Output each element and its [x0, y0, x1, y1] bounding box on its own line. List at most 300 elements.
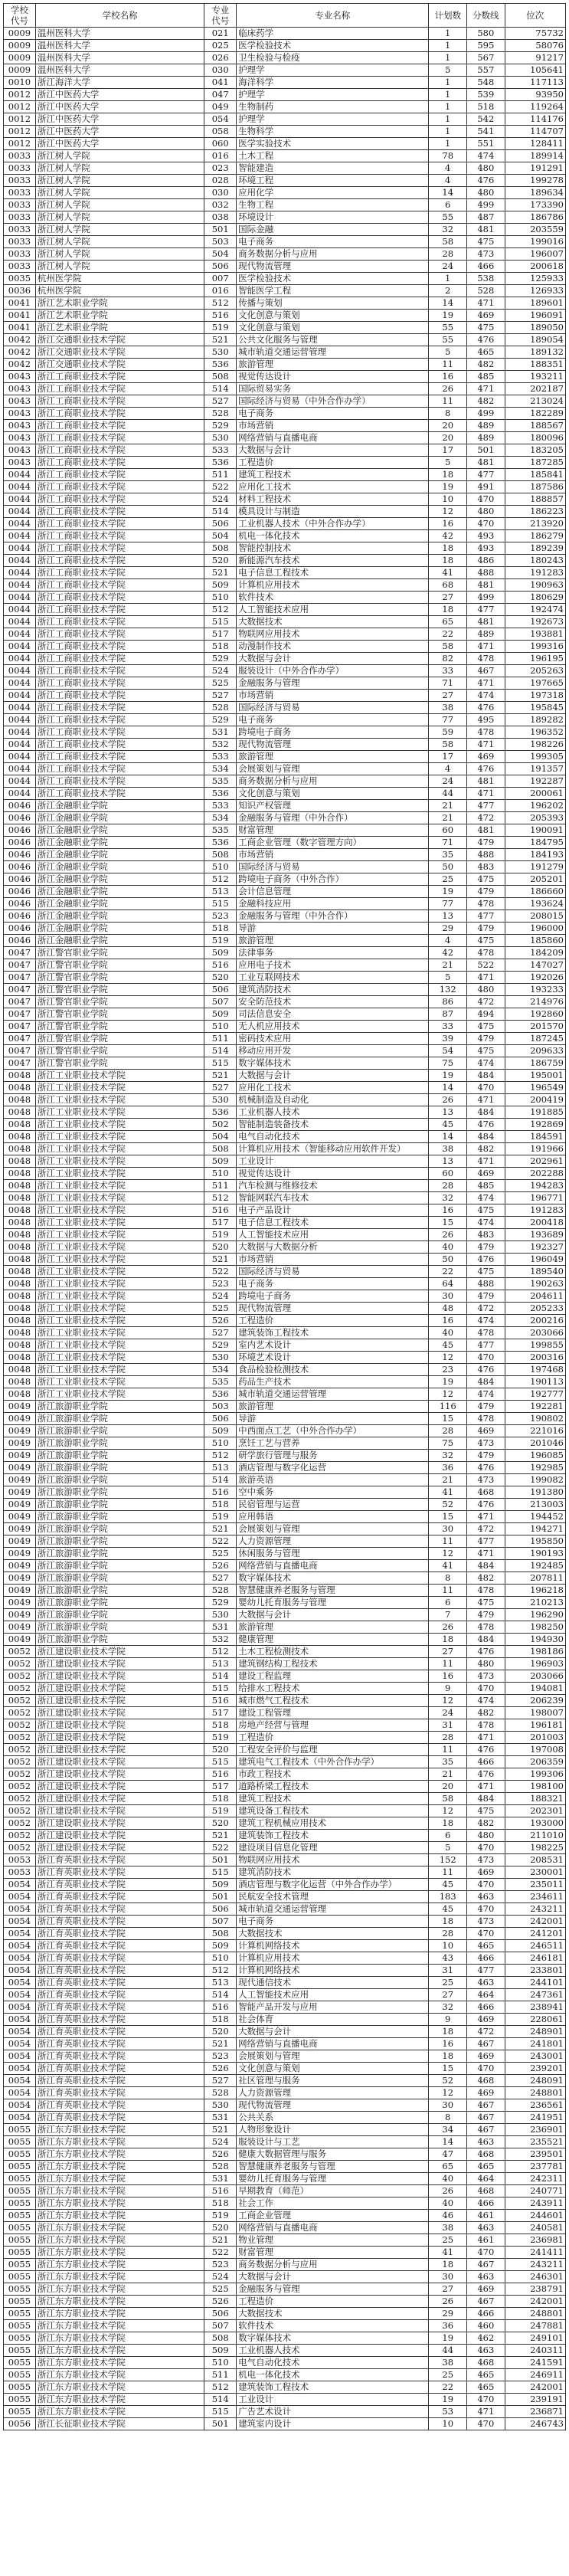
cell-score-line: 501 [467, 444, 505, 457]
cell-major-code: 509 [204, 1940, 237, 1952]
cell-plan-count: 27 [429, 690, 467, 702]
cell-major-name: 大数据与会计 [237, 2271, 429, 2283]
cell-school-code: 0053 [4, 1866, 36, 1879]
cell-plan-count: 15 [429, 1413, 467, 1425]
cell-plan-count: 1 [429, 138, 467, 150]
cell-school-name: 浙江海洋大学 [35, 77, 204, 89]
cell-plan-count: 1 [429, 273, 467, 285]
table-row [4, 2001, 566, 2014]
cell-score-line: 470 [467, 1928, 505, 1940]
cell-rank: 186660 [505, 886, 565, 898]
cell-major-name: 早期教育（师范） [237, 2185, 429, 2197]
cell-major-code: 515 [204, 1057, 237, 1070]
cell-score-line: 499 [467, 408, 505, 420]
table-row [4, 2394, 566, 2406]
cell-rank: 173390 [505, 199, 565, 211]
cell-major-name: 智慧健康养老服务与管理 [237, 1585, 429, 1597]
cell-major-name: 人工智能技术应用 [237, 1989, 429, 2001]
cell-rank: 193000 [505, 1817, 565, 1830]
cell-score-line: 474 [467, 1315, 505, 1327]
cell-major-name: 金融服务与管理（中外合作） [237, 910, 429, 923]
cell-major-code: 512 [204, 2381, 237, 2394]
cell-school-code: 0055 [4, 2222, 36, 2234]
cell-score-line: 477 [467, 1339, 505, 1352]
cell-plan-count: 15 [429, 1217, 467, 1229]
cell-plan-count: 25 [429, 873, 467, 886]
table-row [4, 751, 566, 763]
cell-score-line: 466 [467, 261, 505, 273]
table-row [4, 175, 566, 187]
cell-school-name: 浙江东方职业技术学院 [35, 2308, 204, 2320]
cell-rank: 180243 [505, 555, 565, 567]
cell-plan-count: 45 [429, 1903, 467, 1916]
cell-school-code: 0044 [4, 542, 36, 555]
cell-school-code: 0049 [4, 1401, 36, 1413]
cell-major-name: 广告艺术设计 [237, 2406, 429, 2418]
table-row [4, 1572, 566, 1585]
cell-school-name: 浙江旅游职业学院 [35, 1413, 204, 1425]
cell-school-name: 浙江警官职业学院 [35, 959, 204, 972]
cell-score-line: 475 [467, 1045, 505, 1057]
cell-score-line: 551 [467, 138, 505, 150]
cell-major-name: 临床药学 [237, 28, 429, 40]
cell-score-line: 478 [467, 1585, 505, 1597]
cell-score-line: 482 [467, 359, 505, 371]
cell-rank: 199306 [505, 1768, 565, 1781]
cell-school-name: 浙江工商职业技术学院 [35, 641, 204, 653]
cell-school-code: 0049 [4, 1560, 36, 1572]
cell-major-name: 计算机应用技术 [237, 579, 429, 592]
cell-school-name: 浙江东方职业技术学院 [35, 2381, 204, 2394]
cell-major-code: 502 [204, 1119, 237, 1131]
cell-plan-count: 1 [429, 40, 467, 52]
table-row [4, 2148, 566, 2161]
cell-score-line: 493 [467, 530, 505, 542]
cell-school-code: 0052 [4, 1670, 36, 1683]
cell-school-name: 浙江工业职业技术学院 [35, 1290, 204, 1303]
cell-rank: 192985 [505, 1462, 565, 1474]
cell-plan-count: 40 [429, 1327, 467, 1339]
cell-major-code: 528 [204, 1585, 237, 1597]
cell-school-code: 0009 [4, 40, 36, 52]
cell-major-code: 516 [204, 1486, 237, 1499]
cell-major-name: 建筑装饰工程技术 [237, 1327, 429, 1339]
admission-table [3, 3, 566, 2430]
cell-plan-count: 14 [429, 297, 467, 310]
cell-major-code: 513 [204, 1462, 237, 1474]
cell-school-name: 浙江工商职业技术学院 [35, 395, 204, 408]
cell-major-name: 计算机网络技术 [237, 1940, 429, 1952]
cell-school-name: 浙江工商职业技术学院 [35, 579, 204, 592]
cell-major-code: 516 [204, 959, 237, 972]
table-row [4, 555, 566, 567]
cell-school-name: 浙江育英职业技术学院 [35, 1940, 204, 1952]
cell-plan-count: 12 [429, 1805, 467, 1817]
cell-plan-count: 4 [429, 763, 467, 775]
cell-plan-count: 28 [429, 1180, 467, 1192]
cell-school-code: 0055 [4, 2406, 36, 2418]
cell-rank: 196000 [505, 923, 565, 935]
cell-major-name: 机电一体化技术 [237, 2369, 429, 2381]
table-row [4, 1621, 566, 1634]
cell-major-code: 522 [204, 1842, 237, 1854]
cell-rank: 188857 [505, 493, 565, 506]
cell-school-name: 浙江工业职业技术学院 [35, 1254, 204, 1266]
cell-school-code: 0041 [4, 310, 36, 322]
cell-school-name: 浙江金融职业学院 [35, 910, 204, 923]
cell-major-name: 应用化学 [237, 187, 429, 199]
cell-school-name: 浙江中医药大学 [35, 126, 204, 138]
table-row [4, 824, 566, 837]
cell-score-line: 474 [467, 1192, 505, 1204]
cell-score-line: 471 [467, 739, 505, 751]
cell-rank: 195850 [505, 1535, 565, 1548]
cell-major-code: 528 [204, 2161, 237, 2173]
table-row [4, 1523, 566, 1535]
cell-school-name: 浙江育英职业技术学院 [35, 1879, 204, 1891]
table-row [4, 1303, 566, 1315]
cell-rank: 209633 [505, 1045, 565, 1057]
cell-score-line: 465 [467, 2381, 505, 2394]
cell-school-code: 0048 [4, 1339, 36, 1352]
cell-school-code: 0049 [4, 1511, 36, 1523]
cell-major-code: 511 [204, 469, 237, 481]
cell-school-code: 0055 [4, 2185, 36, 2197]
table-row [4, 1388, 566, 1401]
cell-rank: 213920 [505, 518, 565, 530]
cell-major-name: 婴幼儿托育服务与管理 [237, 1597, 429, 1609]
cell-plan-count: 41 [429, 1486, 467, 1499]
cell-score-line: 467 [467, 2296, 505, 2308]
cell-rank: 114707 [505, 126, 565, 138]
cell-major-name: 法律事务 [237, 947, 429, 959]
cell-rank: 192777 [505, 1388, 565, 1401]
cell-rank: 199016 [505, 236, 565, 248]
cell-major-code: 515 [204, 1683, 237, 1695]
cell-score-line: 470 [467, 1903, 505, 1916]
cell-school-code: 0043 [4, 432, 36, 444]
cell-major-code: 007 [204, 273, 237, 285]
cell-major-code: 518 [204, 1793, 237, 1805]
cell-major-code: 514 [204, 1670, 237, 1683]
cell-score-line: 475 [467, 873, 505, 886]
cell-score-line: 469 [467, 1425, 505, 1437]
cell-plan-count: 26 [429, 2185, 467, 2197]
cell-rank: 203066 [505, 1670, 565, 1683]
cell-rank: 246743 [505, 2418, 565, 2430]
cell-school-code: 0047 [4, 1008, 36, 1021]
cell-school-code: 0048 [4, 1364, 36, 1376]
cell-score-line: 477 [467, 800, 505, 812]
cell-score-line: 461 [467, 2210, 505, 2222]
cell-plan-count: 41 [429, 2247, 467, 2259]
cell-plan-count: 38 [429, 2357, 467, 2369]
cell-major-code: 523 [204, 2050, 237, 2063]
cell-major-name: 建筑装饰工程技术 [237, 2381, 429, 2394]
table-row [4, 1928, 566, 1940]
cell-rank: 247881 [505, 2320, 565, 2332]
table-row [4, 1940, 566, 1952]
cell-school-name: 浙江建设职业技术学院 [35, 1695, 204, 1707]
cell-score-line: 499 [467, 592, 505, 604]
table-row [4, 579, 566, 592]
cell-major-code: 509 [204, 1425, 237, 1437]
table-row [4, 2222, 566, 2234]
table-row [4, 1744, 566, 1756]
cell-score-line: 479 [467, 1450, 505, 1462]
table-row [4, 469, 566, 481]
cell-rank: 117113 [505, 77, 565, 89]
table-row [4, 444, 566, 457]
cell-plan-count: 53 [429, 2406, 467, 2418]
table-row [4, 1094, 566, 1106]
cell-major-name: 大数据与会计 [237, 653, 429, 665]
cell-major-name: 旅游管理 [237, 1401, 429, 1413]
cell-major-code: 060 [204, 138, 237, 150]
cell-score-line: 471 [467, 972, 505, 984]
cell-school-code: 0044 [4, 518, 36, 530]
table-row [4, 1756, 566, 1768]
cell-major-name: 应用化工技术 [237, 1082, 429, 1094]
cell-major-code: 503 [204, 236, 237, 248]
cell-major-name: 生物制药 [237, 101, 429, 113]
cell-school-code: 0047 [4, 1045, 36, 1057]
table-row [4, 2124, 566, 2136]
cell-plan-count: 47 [429, 2148, 467, 2161]
cell-school-name: 浙江中医药大学 [35, 138, 204, 150]
cell-rank: 202961 [505, 1155, 565, 1168]
cell-major-name: 道路桥梁工程技术 [237, 1781, 429, 1793]
cell-major-name: 电子商务 [237, 236, 429, 248]
cell-school-name: 浙江育英职业技术学院 [35, 1903, 204, 1916]
cell-score-line: 476 [467, 1254, 505, 1266]
cell-school-code: 0054 [4, 2063, 36, 2075]
cell-rank: 188351 [505, 359, 565, 371]
cell-rank: 246181 [505, 1952, 565, 1965]
cell-score-line: 484 [467, 1793, 505, 1805]
cell-rank: 242001 [505, 2381, 565, 2394]
cell-score-line: 477 [467, 469, 505, 481]
cell-school-code: 0046 [4, 923, 36, 935]
cell-major-code: 519 [204, 2210, 237, 2222]
table-row [4, 1474, 566, 1486]
col-school-code: 学校 代号 [4, 4, 36, 28]
table-row [4, 1364, 566, 1376]
cell-plan-count: 21 [429, 800, 467, 812]
cell-rank: 203066 [505, 1327, 565, 1339]
cell-plan-count: 41 [429, 567, 467, 579]
cell-school-code: 0052 [4, 1805, 36, 1817]
cell-major-code: 511 [204, 1033, 237, 1045]
cell-score-line: 461 [467, 2234, 505, 2247]
cell-major-code: 058 [204, 126, 237, 138]
cell-rank: 235521 [505, 2136, 565, 2148]
cell-plan-count: 42 [429, 530, 467, 542]
cell-plan-count: 45 [429, 1339, 467, 1352]
table-row [4, 677, 566, 690]
cell-major-name: 旅游管理 [237, 1621, 429, 1634]
cell-school-code: 0048 [4, 1217, 36, 1229]
cell-score-line: 475 [467, 1204, 505, 1217]
cell-school-name: 浙江工业职业技术学院 [35, 1204, 204, 1217]
cell-school-name: 浙江工商职业技术学院 [35, 739, 204, 751]
cell-score-line: 467 [467, 665, 505, 677]
cell-school-code: 0044 [4, 530, 36, 542]
cell-score-line: 472 [467, 2026, 505, 2038]
cell-school-name: 浙江艺术职业学院 [35, 297, 204, 310]
cell-major-name: 数字媒体技术 [237, 2332, 429, 2345]
cell-plan-count: 21 [429, 959, 467, 972]
cell-score-line: 491 [467, 481, 505, 493]
cell-school-code: 0046 [4, 910, 36, 923]
cell-plan-count: 86 [429, 996, 467, 1008]
cell-major-name: 公共关系 [237, 2112, 429, 2124]
cell-plan-count: 19 [429, 1070, 467, 1082]
cell-rank: 239191 [505, 2394, 565, 2406]
cell-school-name: 浙江育英职业技术学院 [35, 1928, 204, 1940]
cell-major-name: 工程造价 [237, 1315, 429, 1327]
cell-plan-count: 36 [429, 2320, 467, 2332]
cell-plan-count: 19 [429, 886, 467, 898]
table-row [4, 1989, 566, 2001]
cell-major-name: 医学检验技术 [237, 40, 429, 52]
table-row [4, 1879, 566, 1891]
table-row [4, 493, 566, 506]
cell-school-code: 0046 [4, 873, 36, 886]
cell-major-name: 导游 [237, 1413, 429, 1425]
cell-major-name: 护理学 [237, 64, 429, 77]
cell-plan-count: 10 [429, 1940, 467, 1952]
cell-major-code: 531 [204, 726, 237, 739]
table-row [4, 1217, 566, 1229]
cell-school-code: 0044 [4, 665, 36, 677]
cell-major-code: 519 [204, 1805, 237, 1817]
table-row [4, 1057, 566, 1070]
table-row [4, 849, 566, 861]
cell-score-line: 475 [467, 935, 505, 947]
cell-major-name: 人工智能技术应用 [237, 604, 429, 616]
cell-plan-count: 18 [429, 2259, 467, 2271]
cell-school-name: 浙江工商职业技术学院 [35, 592, 204, 604]
cell-score-line: 460 [467, 2320, 505, 2332]
cell-plan-count: 71 [429, 677, 467, 690]
cell-major-code: 522 [204, 1535, 237, 1548]
cell-school-name: 浙江旅游职业学院 [35, 1572, 204, 1585]
cell-major-code: 518 [204, 1719, 237, 1732]
cell-rank: 213003 [505, 1499, 565, 1511]
cell-school-name: 浙江工业职业技术学院 [35, 1278, 204, 1290]
table-row [4, 518, 566, 530]
cell-score-line: 484 [467, 1070, 505, 1082]
cell-plan-count: 11 [429, 359, 467, 371]
cell-score-line: 474 [467, 1057, 505, 1070]
cell-major-code: 516 [204, 1695, 237, 1707]
table-row [4, 1352, 566, 1364]
cell-major-code: 536 [204, 837, 237, 849]
cell-plan-count: 6 [429, 1830, 467, 1842]
cell-score-line: 493 [467, 542, 505, 555]
cell-major-name: 土木工程 [237, 150, 429, 162]
cell-score-line: 479 [467, 1290, 505, 1303]
cell-rank: 198226 [505, 739, 565, 751]
cell-score-line: 479 [467, 837, 505, 849]
cell-major-name: 市场营销 [237, 1254, 429, 1266]
cell-school-code: 0048 [4, 1327, 36, 1339]
cell-school-name: 浙江东方职业技术学院 [35, 2259, 204, 2271]
cell-plan-count: 22 [429, 628, 467, 641]
cell-major-code: 525 [204, 2283, 237, 2296]
cell-rank: 246301 [505, 2271, 565, 2283]
cell-major-code: 526 [204, 1315, 237, 1327]
table-row [4, 665, 566, 677]
cell-school-code: 0009 [4, 64, 36, 77]
cell-major-code: 503 [204, 1401, 237, 1413]
cell-school-code: 0049 [4, 1535, 36, 1548]
cell-major-code: 536 [204, 359, 237, 371]
cell-major-code: 512 [204, 1192, 237, 1204]
cell-school-name: 温州医科大学 [35, 64, 204, 77]
cell-major-name: 建筑消防技术 [237, 1866, 429, 1879]
table-row [4, 1327, 566, 1339]
table-row [4, 1670, 566, 1683]
cell-school-code: 0035 [4, 273, 36, 285]
cell-school-code: 0048 [4, 1094, 36, 1106]
cell-rank: 241801 [505, 2038, 565, 2050]
cell-school-name: 浙江警官职业学院 [35, 947, 204, 959]
cell-major-name: 公共文化服务与管理 [237, 334, 429, 346]
cell-score-line: 469 [467, 1168, 505, 1180]
cell-plan-count: 16 [429, 371, 467, 383]
cell-plan-count: 18 [429, 1916, 467, 1928]
cell-rank: 198186 [505, 1646, 565, 1658]
cell-school-name: 温州医科大学 [35, 40, 204, 52]
cell-rank: 193881 [505, 628, 565, 641]
cell-rank: 189132 [505, 346, 565, 359]
cell-rank: 196181 [505, 1719, 565, 1732]
table-row [4, 1683, 566, 1695]
cell-plan-count: 32 [429, 224, 467, 236]
cell-plan-count: 1 [429, 52, 467, 64]
cell-major-code: 521 [204, 334, 237, 346]
cell-rank: 190193 [505, 1548, 565, 1560]
cell-plan-count: 5 [429, 457, 467, 469]
cell-plan-count: 8 [429, 2112, 467, 2124]
cell-rank: 188321 [505, 1793, 565, 1805]
cell-major-name: 视觉传达设计 [237, 371, 429, 383]
cell-score-line: 478 [467, 947, 505, 959]
table-row [4, 604, 566, 616]
cell-major-name: 智慧健康养老服务与管理 [237, 2161, 429, 2173]
cell-score-line: 469 [467, 310, 505, 322]
cell-school-code: 0046 [4, 886, 36, 898]
cell-school-code: 0048 [4, 1131, 36, 1143]
cell-plan-count: 5 [429, 346, 467, 359]
cell-plan-count: 13 [429, 910, 467, 923]
table-row [4, 261, 566, 273]
cell-school-name: 浙江旅游职业学院 [35, 1425, 204, 1437]
cell-major-name: 环境设计 [237, 211, 429, 224]
cell-rank: 198007 [505, 1707, 565, 1719]
cell-rank: 185860 [505, 935, 565, 947]
cell-rank: 187285 [505, 457, 565, 469]
cell-rank: 189634 [505, 187, 565, 199]
cell-school-name: 浙江育英职业技术学院 [35, 2038, 204, 2050]
cell-plan-count: 2 [429, 285, 467, 297]
cell-plan-count: 32 [429, 2001, 467, 2014]
table-row [4, 481, 566, 493]
cell-plan-count: 87 [429, 1008, 467, 1021]
cell-school-code: 0043 [4, 444, 36, 457]
